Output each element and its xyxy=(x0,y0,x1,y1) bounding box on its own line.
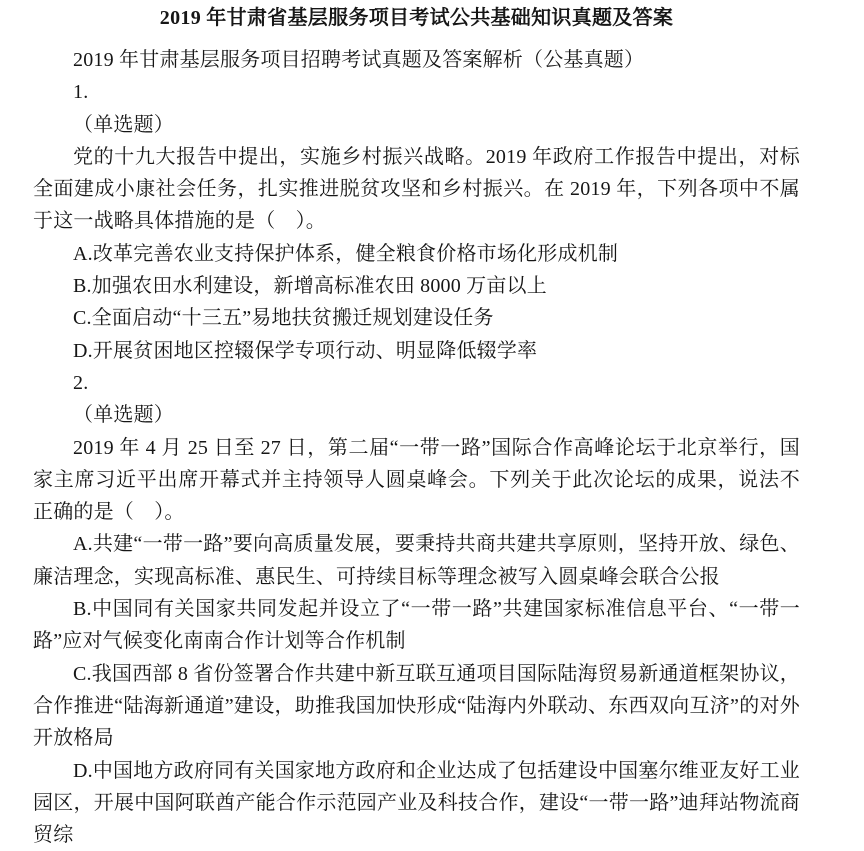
question-2-type-label: （单选题） xyxy=(73,404,174,427)
question-2-option-c: C.我国西部 8 省份签署合作共建中新互联互通项目国际陆海贸易新通道框架协议，合作推进“陆海新通道”建设，助推我国加快形成“陆海内外联动、东西双向互济”的对外开放格局 xyxy=(33,662,800,750)
question-2-option-b: B.中国同有关国家共同发起并设立了“一带一路”共建国家标准信息平台、“一带一路”应对气候变化南南合作计划等合作机制 xyxy=(33,598,800,653)
question-2-option-a: A.共建“一带一路”要向高质量发展，要秉持共商共建共享原则，坚持开放、绿色、廉洁理念，实现高标准、惠民生、可持续目标等理念被写入圆桌峰会联合公报 xyxy=(33,533,800,588)
question-1-number: 1. xyxy=(73,81,89,104)
question-2-number: 2. xyxy=(73,371,89,394)
question-2-option-d: D.中国地方政府同有关国家地方政府和企业达成了包括建设中国塞尔维亚友好工业园区，开展中国阿联酋产能合作示范园产业及科技合作，建设“一带一路”迪拜站物流商贸综 xyxy=(33,759,800,847)
document-subtitle: 2019 年甘肃基层服务项目招聘考试真题及答案解析（公基真题） xyxy=(73,49,645,71)
question-2 xyxy=(33,367,800,851)
question-1-option-d: D.开展贫困地区控辍保学专项行动、明显降低辍学率 xyxy=(73,339,538,362)
question-1-option-a: A.改革完善农业支持保护体系，健全粮食价格市场化形成机制 xyxy=(73,242,619,265)
question-1 xyxy=(33,76,800,367)
document-title: 2019 年甘肃省基层服务项目考试公共基础知识真题及答案 xyxy=(159,7,674,29)
question-1-stem: 党的十九大报告中提出，实施乡村振兴战略。2019 年政府工作报告中提出，对标全面建成小康社会任务，扎实推进脱贫攻坚和乡村振兴。在 2019 年，下列各项中不属于这一战略具体措施的是（ ）。 xyxy=(33,145,800,233)
question-1-option-c: C.全面启动“十三五”易地扶贫搬迁规划建设任务 xyxy=(73,307,494,330)
question-1-type-label: （单选题） xyxy=(73,113,174,136)
question-1-option-b: B.加强农田水利建设，新增高标准农田 8000 万亩以上 xyxy=(73,275,547,298)
question-2-stem: 2019 年 4 月 25 日至 27 日，第二届“一带一路”国际合作高峰论坛于北京举行，国家主席习近平出席开幕式并主持领导人圆桌峰会。下列关于此次论坛的成果，说法不正确的是（ ）。 xyxy=(33,436,800,524)
